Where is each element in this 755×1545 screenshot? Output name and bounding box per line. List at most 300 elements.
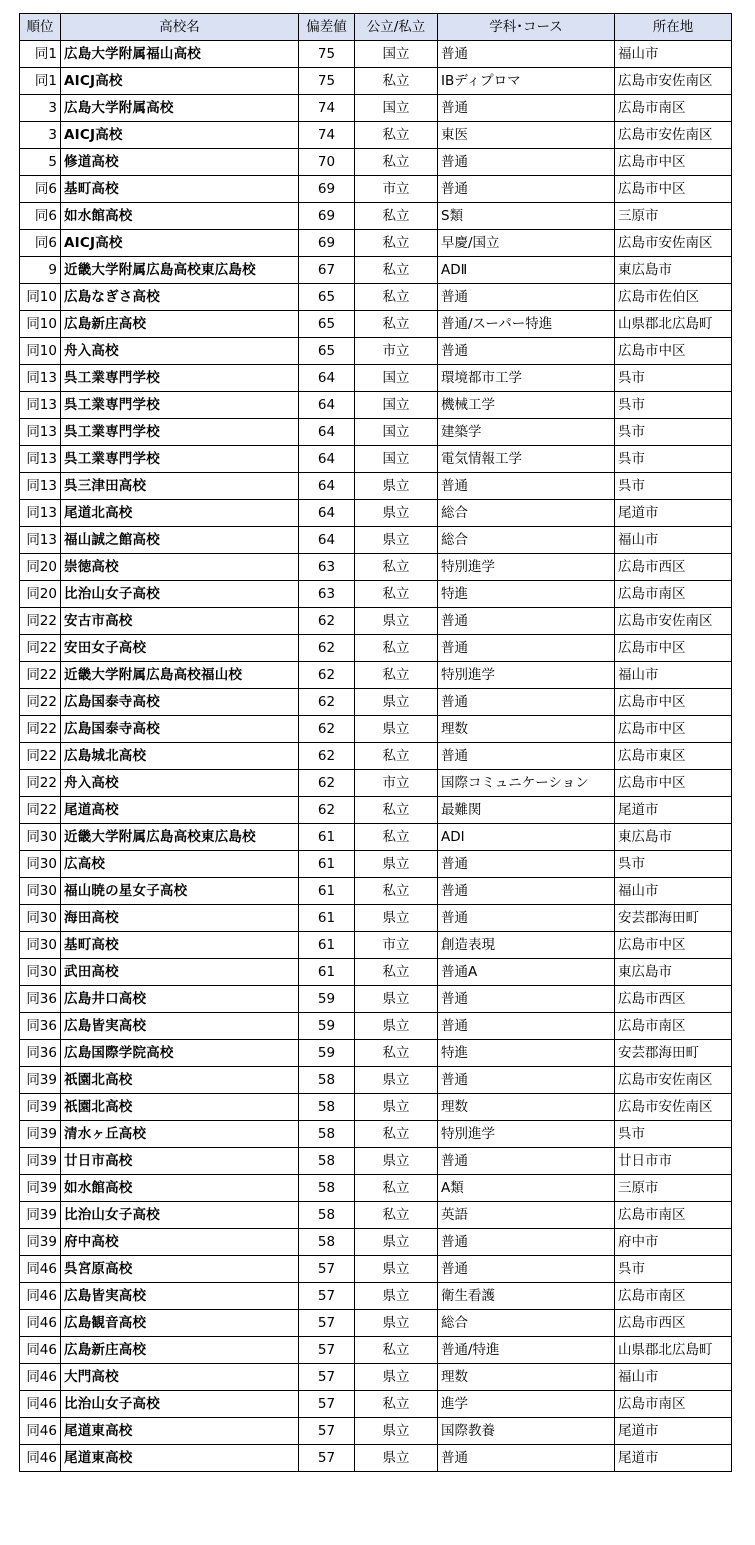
cell-type: 県立 <box>355 1283 438 1310</box>
table-row <box>20 932 732 959</box>
cell-location: 福山市 <box>615 878 732 905</box>
cell-school-name: 広島国際学院高校 <box>61 1040 299 1067</box>
cell-school-name: 広島大学附属福山高校 <box>61 41 299 68</box>
table-row <box>20 986 732 1013</box>
cell-school-name: 如水館高校 <box>61 1175 299 1202</box>
cell-school-name: 清水ヶ丘高校 <box>61 1121 299 1148</box>
table-row <box>20 1310 732 1337</box>
table-row <box>20 1256 732 1283</box>
cell-school-name: 廿日市高校 <box>61 1148 299 1175</box>
cell-type: 私立 <box>355 1175 438 1202</box>
cell-course: 普通 <box>438 635 615 662</box>
table-row <box>20 743 732 770</box>
cell-rank: 同22 <box>20 662 61 689</box>
cell-type: 私立 <box>355 878 438 905</box>
cell-type: 市立 <box>355 176 438 203</box>
cell-rank: 同1 <box>20 68 61 95</box>
cell-school-name: AICJ高校 <box>61 230 299 257</box>
cell-rank: 同46 <box>20 1445 61 1472</box>
cell-type: 私立 <box>355 1337 438 1364</box>
cell-school-name: AICJ高校 <box>61 68 299 95</box>
cell-type: 私立 <box>355 662 438 689</box>
cell-rank: 同6 <box>20 230 61 257</box>
cell-course: 総合 <box>438 500 615 527</box>
cell-type: 私立 <box>355 311 438 338</box>
cell-score: 58 <box>299 1229 355 1256</box>
table-row <box>20 338 732 365</box>
cell-course: 普通/特進 <box>438 1337 615 1364</box>
cell-location: 呉市 <box>615 392 732 419</box>
table-row <box>20 959 732 986</box>
cell-type: 私立 <box>355 635 438 662</box>
cell-score: 67 <box>299 257 355 284</box>
cell-course: 普通 <box>438 1148 615 1175</box>
cell-course: 普通 <box>438 1067 615 1094</box>
cell-course: 総合 <box>438 1310 615 1337</box>
cell-course: 東医 <box>438 122 615 149</box>
cell-type: 私立 <box>355 1040 438 1067</box>
cell-rank: 同39 <box>20 1202 61 1229</box>
cell-location: 山県郡北広島町 <box>615 1337 732 1364</box>
cell-course: 普通 <box>438 95 615 122</box>
cell-rank: 同46 <box>20 1337 61 1364</box>
table-row <box>20 1148 732 1175</box>
cell-score: 59 <box>299 1040 355 1067</box>
cell-rank: 3 <box>20 122 61 149</box>
cell-score: 62 <box>299 797 355 824</box>
table-row <box>20 527 732 554</box>
cell-type: 私立 <box>355 230 438 257</box>
cell-school-name: 広島井口高校 <box>61 986 299 1013</box>
table-row <box>20 68 732 95</box>
table-row <box>20 905 732 932</box>
table-row <box>20 311 732 338</box>
cell-type: 私立 <box>355 554 438 581</box>
cell-school-name: 尾道高校 <box>61 797 299 824</box>
cell-rank: 同46 <box>20 1283 61 1310</box>
cell-rank: 同36 <box>20 1013 61 1040</box>
table-row <box>20 149 732 176</box>
cell-type: 県立 <box>355 716 438 743</box>
cell-school-name: 広島観音高校 <box>61 1310 299 1337</box>
cell-type: 県立 <box>355 1256 438 1283</box>
table-row <box>20 500 732 527</box>
cell-score: 61 <box>299 878 355 905</box>
cell-course: S類 <box>438 203 615 230</box>
cell-location: 広島市中区 <box>615 635 732 662</box>
cell-type: 県立 <box>355 986 438 1013</box>
cell-location: 三原市 <box>615 203 732 230</box>
cell-location: 広島市中区 <box>615 149 732 176</box>
cell-score: 57 <box>299 1337 355 1364</box>
cell-type: 県立 <box>355 1445 438 1472</box>
cell-school-name: 呉工業専門学校 <box>61 365 299 392</box>
cell-school-name: 安古市高校 <box>61 608 299 635</box>
cell-school-name: 舟入高校 <box>61 338 299 365</box>
table-row <box>20 1229 732 1256</box>
cell-score: 64 <box>299 392 355 419</box>
cell-type: 国立 <box>355 365 438 392</box>
table-row <box>20 1067 732 1094</box>
cell-course: 総合 <box>438 527 615 554</box>
cell-location: 広島市中区 <box>615 338 732 365</box>
cell-location: 広島市中区 <box>615 932 732 959</box>
cell-type: 県立 <box>355 1013 438 1040</box>
cell-score: 61 <box>299 932 355 959</box>
cell-school-name: 広島新庄高校 <box>61 311 299 338</box>
table-row <box>20 95 732 122</box>
cell-score: 75 <box>299 41 355 68</box>
cell-course: 普通/スーパー特進 <box>438 311 615 338</box>
cell-rank: 同30 <box>20 878 61 905</box>
cell-course: 普通 <box>438 41 615 68</box>
cell-course: 電気情報工学 <box>438 446 615 473</box>
table-row <box>20 284 732 311</box>
cell-location: 広島市安佐南区 <box>615 122 732 149</box>
cell-school-name: 広島大学附属高校 <box>61 95 299 122</box>
cell-location: 福山市 <box>615 1364 732 1391</box>
table-row <box>20 554 732 581</box>
cell-location: 広島市中区 <box>615 716 732 743</box>
cell-score: 64 <box>299 500 355 527</box>
cell-location: 広島市安佐南区 <box>615 68 732 95</box>
cell-school-name: 近畿大学附属広島高校福山校 <box>61 662 299 689</box>
cell-rank: 同46 <box>20 1418 61 1445</box>
cell-type: 県立 <box>355 527 438 554</box>
cell-score: 58 <box>299 1175 355 1202</box>
cell-type: 国立 <box>355 392 438 419</box>
table-row <box>20 1175 732 1202</box>
table-row <box>20 1418 732 1445</box>
cell-location: 尾道市 <box>615 500 732 527</box>
table-row <box>20 1445 732 1472</box>
cell-course: 特進 <box>438 581 615 608</box>
cell-course: 特別進学 <box>438 554 615 581</box>
table-row <box>20 1094 732 1121</box>
cell-location: 広島市安佐南区 <box>615 230 732 257</box>
cell-location: 尾道市 <box>615 1445 732 1472</box>
cell-location: 広島市中区 <box>615 689 732 716</box>
cell-rank: 同46 <box>20 1256 61 1283</box>
cell-rank: 同39 <box>20 1229 61 1256</box>
cell-score: 64 <box>299 446 355 473</box>
cell-rank: 同30 <box>20 932 61 959</box>
cell-rank: 同46 <box>20 1310 61 1337</box>
cell-course: 普通 <box>438 689 615 716</box>
cell-score: 62 <box>299 689 355 716</box>
table-row <box>20 581 732 608</box>
cell-location: 安芸郡海田町 <box>615 905 732 932</box>
cell-score: 57 <box>299 1364 355 1391</box>
cell-course: 理数 <box>438 1094 615 1121</box>
column-header-school: 高校名 <box>61 14 299 41</box>
cell-score: 57 <box>299 1310 355 1337</box>
cell-location: 広島市南区 <box>615 1391 732 1418</box>
cell-location: 広島市安佐南区 <box>615 608 732 635</box>
cell-type: 県立 <box>355 1067 438 1094</box>
column-header-score: 偏差値 <box>299 14 355 41</box>
cell-location: 東広島市 <box>615 824 732 851</box>
cell-location: 広島市西区 <box>615 1310 732 1337</box>
cell-school-name: 広島国泰寺高校 <box>61 689 299 716</box>
cell-type: 県立 <box>355 1094 438 1121</box>
cell-score: 62 <box>299 635 355 662</box>
cell-school-name: 広高校 <box>61 851 299 878</box>
cell-location: 尾道市 <box>615 1418 732 1445</box>
cell-location: 広島市東区 <box>615 743 732 770</box>
cell-score: 62 <box>299 743 355 770</box>
cell-rank: 同22 <box>20 689 61 716</box>
cell-course: 普通 <box>438 284 615 311</box>
cell-course: 普通 <box>438 878 615 905</box>
cell-school-name: 広島皆実高校 <box>61 1013 299 1040</box>
cell-school-name: 呉工業専門学校 <box>61 392 299 419</box>
cell-course: 普通 <box>438 176 615 203</box>
cell-location: 広島市南区 <box>615 95 732 122</box>
cell-course: 環境都市工学 <box>438 365 615 392</box>
cell-rank: 同22 <box>20 635 61 662</box>
cell-score: 59 <box>299 1013 355 1040</box>
cell-school-name: 近畿大学附属広島高校東広島校 <box>61 824 299 851</box>
cell-course: 普通 <box>438 743 615 770</box>
cell-location: 広島市中区 <box>615 176 732 203</box>
cell-rank: 同22 <box>20 743 61 770</box>
cell-course: 普通 <box>438 1229 615 1256</box>
cell-type: 市立 <box>355 770 438 797</box>
cell-course: 普通 <box>438 473 615 500</box>
cell-location: 広島市安佐南区 <box>615 1094 732 1121</box>
cell-rank: 3 <box>20 95 61 122</box>
cell-rank: 同39 <box>20 1094 61 1121</box>
cell-location: 廿日市市 <box>615 1148 732 1175</box>
cell-course: 普通 <box>438 986 615 1013</box>
cell-course: 特別進学 <box>438 1121 615 1148</box>
cell-course: 早慶/国立 <box>438 230 615 257</box>
cell-score: 69 <box>299 203 355 230</box>
cell-type: 私立 <box>355 122 438 149</box>
cell-location: 広島市南区 <box>615 1202 732 1229</box>
cell-school-name: 崇徳高校 <box>61 554 299 581</box>
cell-location: 呉市 <box>615 365 732 392</box>
cell-rank: 同20 <box>20 581 61 608</box>
cell-type: 私立 <box>355 959 438 986</box>
cell-rank: 同30 <box>20 905 61 932</box>
cell-score: 58 <box>299 1202 355 1229</box>
cell-type: 国立 <box>355 446 438 473</box>
cell-score: 70 <box>299 149 355 176</box>
table-row <box>20 1121 732 1148</box>
cell-score: 59 <box>299 986 355 1013</box>
cell-rank: 同22 <box>20 770 61 797</box>
cell-score: 64 <box>299 365 355 392</box>
cell-course: 国際教養 <box>438 1418 615 1445</box>
cell-course: 国際コミュニケーション <box>438 770 615 797</box>
column-header-type: 公立/私立 <box>355 14 438 41</box>
cell-location: 安芸郡海田町 <box>615 1040 732 1067</box>
cell-type: 県立 <box>355 1418 438 1445</box>
column-header-course: 学科･コース <box>438 14 615 41</box>
cell-score: 63 <box>299 581 355 608</box>
cell-score: 61 <box>299 959 355 986</box>
cell-score: 69 <box>299 176 355 203</box>
cell-rank: 同1 <box>20 41 61 68</box>
cell-school-name: 安田女子高校 <box>61 635 299 662</box>
cell-rank: 同20 <box>20 554 61 581</box>
table-row <box>20 635 732 662</box>
cell-school-name: 祇園北高校 <box>61 1094 299 1121</box>
cell-course: A類 <box>438 1175 615 1202</box>
cell-type: 県立 <box>355 851 438 878</box>
cell-location: 三原市 <box>615 1175 732 1202</box>
table-row <box>20 419 732 446</box>
table-row <box>20 1202 732 1229</box>
cell-type: 県立 <box>355 1364 438 1391</box>
cell-type: 私立 <box>355 581 438 608</box>
cell-course: 理数 <box>438 1364 615 1391</box>
cell-rank: 5 <box>20 149 61 176</box>
cell-course: IBディプロマ <box>438 68 615 95</box>
cell-course: 衛生看護 <box>438 1283 615 1310</box>
cell-type: 私立 <box>355 743 438 770</box>
cell-rank: 同10 <box>20 338 61 365</box>
cell-score: 57 <box>299 1445 355 1472</box>
cell-location: 呉市 <box>615 473 732 500</box>
cell-location: 山県郡北広島町 <box>615 311 732 338</box>
cell-type: 県立 <box>355 1310 438 1337</box>
cell-score: 64 <box>299 419 355 446</box>
cell-school-name: 武田高校 <box>61 959 299 986</box>
cell-school-name: 大門高校 <box>61 1364 299 1391</box>
table-row <box>20 662 732 689</box>
cell-rank: 同36 <box>20 986 61 1013</box>
table-row <box>20 824 732 851</box>
cell-course: 普通 <box>438 851 615 878</box>
cell-score: 57 <box>299 1418 355 1445</box>
cell-rank: 同39 <box>20 1067 61 1094</box>
cell-score: 64 <box>299 473 355 500</box>
cell-school-name: 呉宮原高校 <box>61 1256 299 1283</box>
cell-location: 呉市 <box>615 419 732 446</box>
cell-rank: 同13 <box>20 392 61 419</box>
cell-school-name: 海田高校 <box>61 905 299 932</box>
table-row <box>20 446 732 473</box>
cell-course: 理数 <box>438 716 615 743</box>
cell-location: 広島市西区 <box>615 986 732 1013</box>
school-ranking-table <box>19 13 732 1472</box>
cell-rank: 同6 <box>20 203 61 230</box>
cell-type: 私立 <box>355 797 438 824</box>
cell-school-name: 福山誠之館高校 <box>61 527 299 554</box>
table-row <box>20 1040 732 1067</box>
cell-location: 呉市 <box>615 1121 732 1148</box>
cell-course: 特進 <box>438 1040 615 1067</box>
cell-course: 普通A <box>438 959 615 986</box>
cell-school-name: 広島皆実高校 <box>61 1283 299 1310</box>
table-row <box>20 1391 732 1418</box>
cell-score: 64 <box>299 527 355 554</box>
cell-location: 広島市南区 <box>615 1283 732 1310</box>
cell-score: 65 <box>299 338 355 365</box>
cell-rank: 同10 <box>20 311 61 338</box>
cell-course: 英語 <box>438 1202 615 1229</box>
cell-school-name: 広島なぎさ高校 <box>61 284 299 311</box>
cell-course: 進学 <box>438 1391 615 1418</box>
cell-school-name: 呉工業専門学校 <box>61 419 299 446</box>
cell-rank: 同39 <box>20 1148 61 1175</box>
table-row <box>20 1013 732 1040</box>
cell-course: 普通 <box>438 149 615 176</box>
ranking-sheet <box>19 13 731 1472</box>
cell-rank: 同39 <box>20 1121 61 1148</box>
cell-type: 市立 <box>355 932 438 959</box>
header-row <box>20 14 732 41</box>
cell-location: 呉市 <box>615 1256 732 1283</box>
cell-rank: 同13 <box>20 446 61 473</box>
cell-course: 普通 <box>438 1445 615 1472</box>
cell-type: 県立 <box>355 608 438 635</box>
cell-rank: 同13 <box>20 473 61 500</box>
cell-rank: 9 <box>20 257 61 284</box>
cell-school-name: 広島国泰寺高校 <box>61 716 299 743</box>
cell-location: 府中市 <box>615 1229 732 1256</box>
cell-type: 国立 <box>355 41 438 68</box>
table-row <box>20 1364 732 1391</box>
cell-school-name: 祇園北高校 <box>61 1067 299 1094</box>
table-row <box>20 716 732 743</box>
cell-location: 広島市南区 <box>615 1013 732 1040</box>
cell-type: 県立 <box>355 1229 438 1256</box>
cell-location: 東広島市 <box>615 959 732 986</box>
cell-score: 74 <box>299 122 355 149</box>
cell-school-name: 舟入高校 <box>61 770 299 797</box>
cell-rank: 同22 <box>20 716 61 743</box>
cell-score: 58 <box>299 1148 355 1175</box>
cell-score: 74 <box>299 95 355 122</box>
cell-course: ADⅡ <box>438 257 615 284</box>
cell-school-name: 福山暁の星女子高校 <box>61 878 299 905</box>
cell-type: 私立 <box>355 203 438 230</box>
cell-score: 61 <box>299 851 355 878</box>
cell-location: 広島市南区 <box>615 581 732 608</box>
table-row <box>20 851 732 878</box>
cell-school-name: 呉三津田高校 <box>61 473 299 500</box>
cell-school-name: 尾道東高校 <box>61 1418 299 1445</box>
cell-rank: 同13 <box>20 419 61 446</box>
cell-course: 普通 <box>438 338 615 365</box>
cell-type: 県立 <box>355 905 438 932</box>
cell-rank: 同30 <box>20 824 61 851</box>
cell-score: 75 <box>299 68 355 95</box>
cell-type: 県立 <box>355 1148 438 1175</box>
cell-rank: 同30 <box>20 851 61 878</box>
cell-score: 62 <box>299 662 355 689</box>
cell-course: 特別進学 <box>438 662 615 689</box>
cell-score: 58 <box>299 1121 355 1148</box>
cell-course: 最難関 <box>438 797 615 824</box>
table-body <box>20 41 732 1472</box>
cell-type: 県立 <box>355 500 438 527</box>
table-row <box>20 689 732 716</box>
cell-type: 市立 <box>355 338 438 365</box>
cell-score: 57 <box>299 1391 355 1418</box>
table-row <box>20 1283 732 1310</box>
cell-school-name: 尾道東高校 <box>61 1445 299 1472</box>
cell-score: 62 <box>299 608 355 635</box>
cell-rank: 同22 <box>20 797 61 824</box>
table-row <box>20 797 732 824</box>
cell-rank: 同13 <box>20 500 61 527</box>
cell-school-name: 呉工業専門学校 <box>61 446 299 473</box>
